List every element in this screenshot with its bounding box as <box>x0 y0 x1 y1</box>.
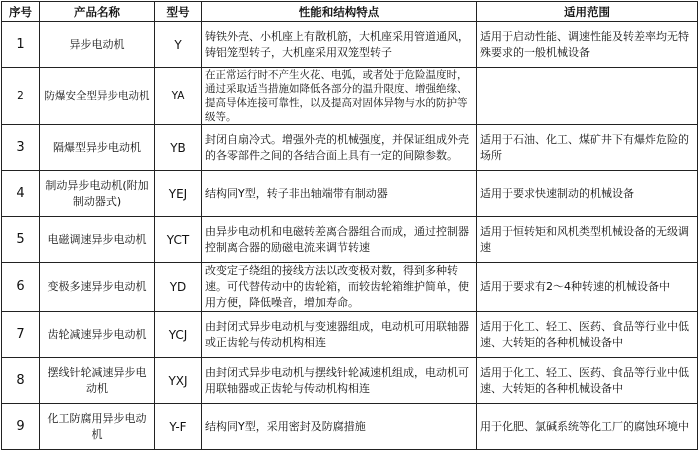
table-row <box>2 263 698 312</box>
row-model: Y-F <box>155 404 202 450</box>
row-model: YB <box>155 125 202 171</box>
row-no: 9 <box>2 404 40 450</box>
table-row <box>2 312 698 358</box>
row-product-name: 制动异步电动机(附加制动器式) <box>40 171 155 217</box>
row-features: 结构同Y型，采用密封及防腐措施 <box>202 404 477 450</box>
row-application: 适用于化工、轻工、医药、食品等行业中低速、大转矩的各种机械设备中 <box>477 312 698 358</box>
row-application: 用于化肥、氯碱系统等化工厂的腐蚀环境中 <box>477 404 698 450</box>
row-features: 改变定子绕组的接线方法以改变极对数，得到多种转速。可代替传动中的齿轮箱，而较齿轮箱维护简单，使用方便，降低噪音，增加寿命。 <box>202 263 477 312</box>
table-row <box>2 125 698 171</box>
row-product-name: 异步电动机 <box>40 22 155 68</box>
row-product-name: 隔爆型异步电动机 <box>40 125 155 171</box>
header-features: 性能和结构特点 <box>202 2 477 22</box>
row-features: 在正常运行时不产生火花、电弧，或者处于危险温度时，通过采取适当措施如降低各部分的温升限度、增强绝缘、提高导体连接可靠性，以及提高对固体异物与水的防护等级等。 <box>202 68 477 125</box>
motor-types-table <box>1 1 698 450</box>
row-features: 由异步电动机和电磁转差离合器组合而成，通过控制器控制离合器的励磁电流来调节转速 <box>202 217 477 263</box>
header-no: 序号 <box>2 2 40 22</box>
row-model: YCJ <box>155 312 202 358</box>
row-product-name: 齿轮减速异步电动机 <box>40 312 155 358</box>
row-model: YEJ <box>155 171 202 217</box>
row-product-name: 变极多速异步电动机 <box>40 263 155 312</box>
row-features: 由封闭式异步电动机与变速器组成，电动机可用联轴器或正齿轮与传动机构相连 <box>202 312 477 358</box>
row-application: 适用于要求有2～4种转速的机械设备中 <box>477 263 698 312</box>
row-application <box>477 68 698 125</box>
row-model: YA <box>155 68 202 125</box>
row-model: Y <box>155 22 202 68</box>
row-product-name: 化工防腐用异步电动机 <box>40 404 155 450</box>
row-no: 1 <box>2 22 40 68</box>
table-row <box>2 22 698 68</box>
row-no: 5 <box>2 217 40 263</box>
header-application: 适用范围 <box>477 2 698 22</box>
row-no: 2 <box>2 68 40 125</box>
row-application: 适用于石油、化工、煤矿井下有爆炸危险的场所 <box>477 125 698 171</box>
table-row <box>2 404 698 450</box>
row-product-name: 防爆安全型异步电动机 <box>40 68 155 125</box>
row-model: YD <box>155 263 202 312</box>
row-application: 适用于启动性能、调速性能及转差率均无特殊要求的一般机械设备 <box>477 22 698 68</box>
row-features: 铸铁外壳、小机座上有散机筋，大机座采用管道通风，铸铝笼型转子，大机座采用双笼型转子 <box>202 22 477 68</box>
row-no: 4 <box>2 171 40 217</box>
row-features: 结构同Y型，转子非出轴端带有制动器 <box>202 171 477 217</box>
table-row <box>2 171 698 217</box>
row-application: 适用于要求快速制动的机械设备 <box>477 171 698 217</box>
row-no: 8 <box>2 358 40 404</box>
table-row <box>2 217 698 263</box>
row-no: 7 <box>2 312 40 358</box>
row-no: 6 <box>2 263 40 312</box>
header-product-name: 产品名称 <box>40 2 155 22</box>
table-row <box>2 68 698 125</box>
table-row <box>2 358 698 404</box>
header-model: 型号 <box>155 2 202 22</box>
row-application: 适用于恒转矩和风机类型机械设备的无级调速 <box>477 217 698 263</box>
row-product-name: 电磁调速异步电动机 <box>40 217 155 263</box>
row-application: 适用于化工、轻工、医药、食品等行业中低速、大转矩的各种机械设备中 <box>477 358 698 404</box>
row-no: 3 <box>2 125 40 171</box>
row-product-name: 摆线针轮减速异步电动机 <box>40 358 155 404</box>
row-model: YCT <box>155 217 202 263</box>
row-model: YXJ <box>155 358 202 404</box>
table-header-row <box>2 2 698 22</box>
row-features: 封闭自扇冷式。增强外壳的机械强度，并保证组成外壳的各零部件之间的各结合面上具有一定的间隙参数。 <box>202 125 477 171</box>
row-features: 由封闭式异步电动机与摆线针轮减速机组成，电动机可用联轴器或正齿轮与传动机构相连 <box>202 358 477 404</box>
